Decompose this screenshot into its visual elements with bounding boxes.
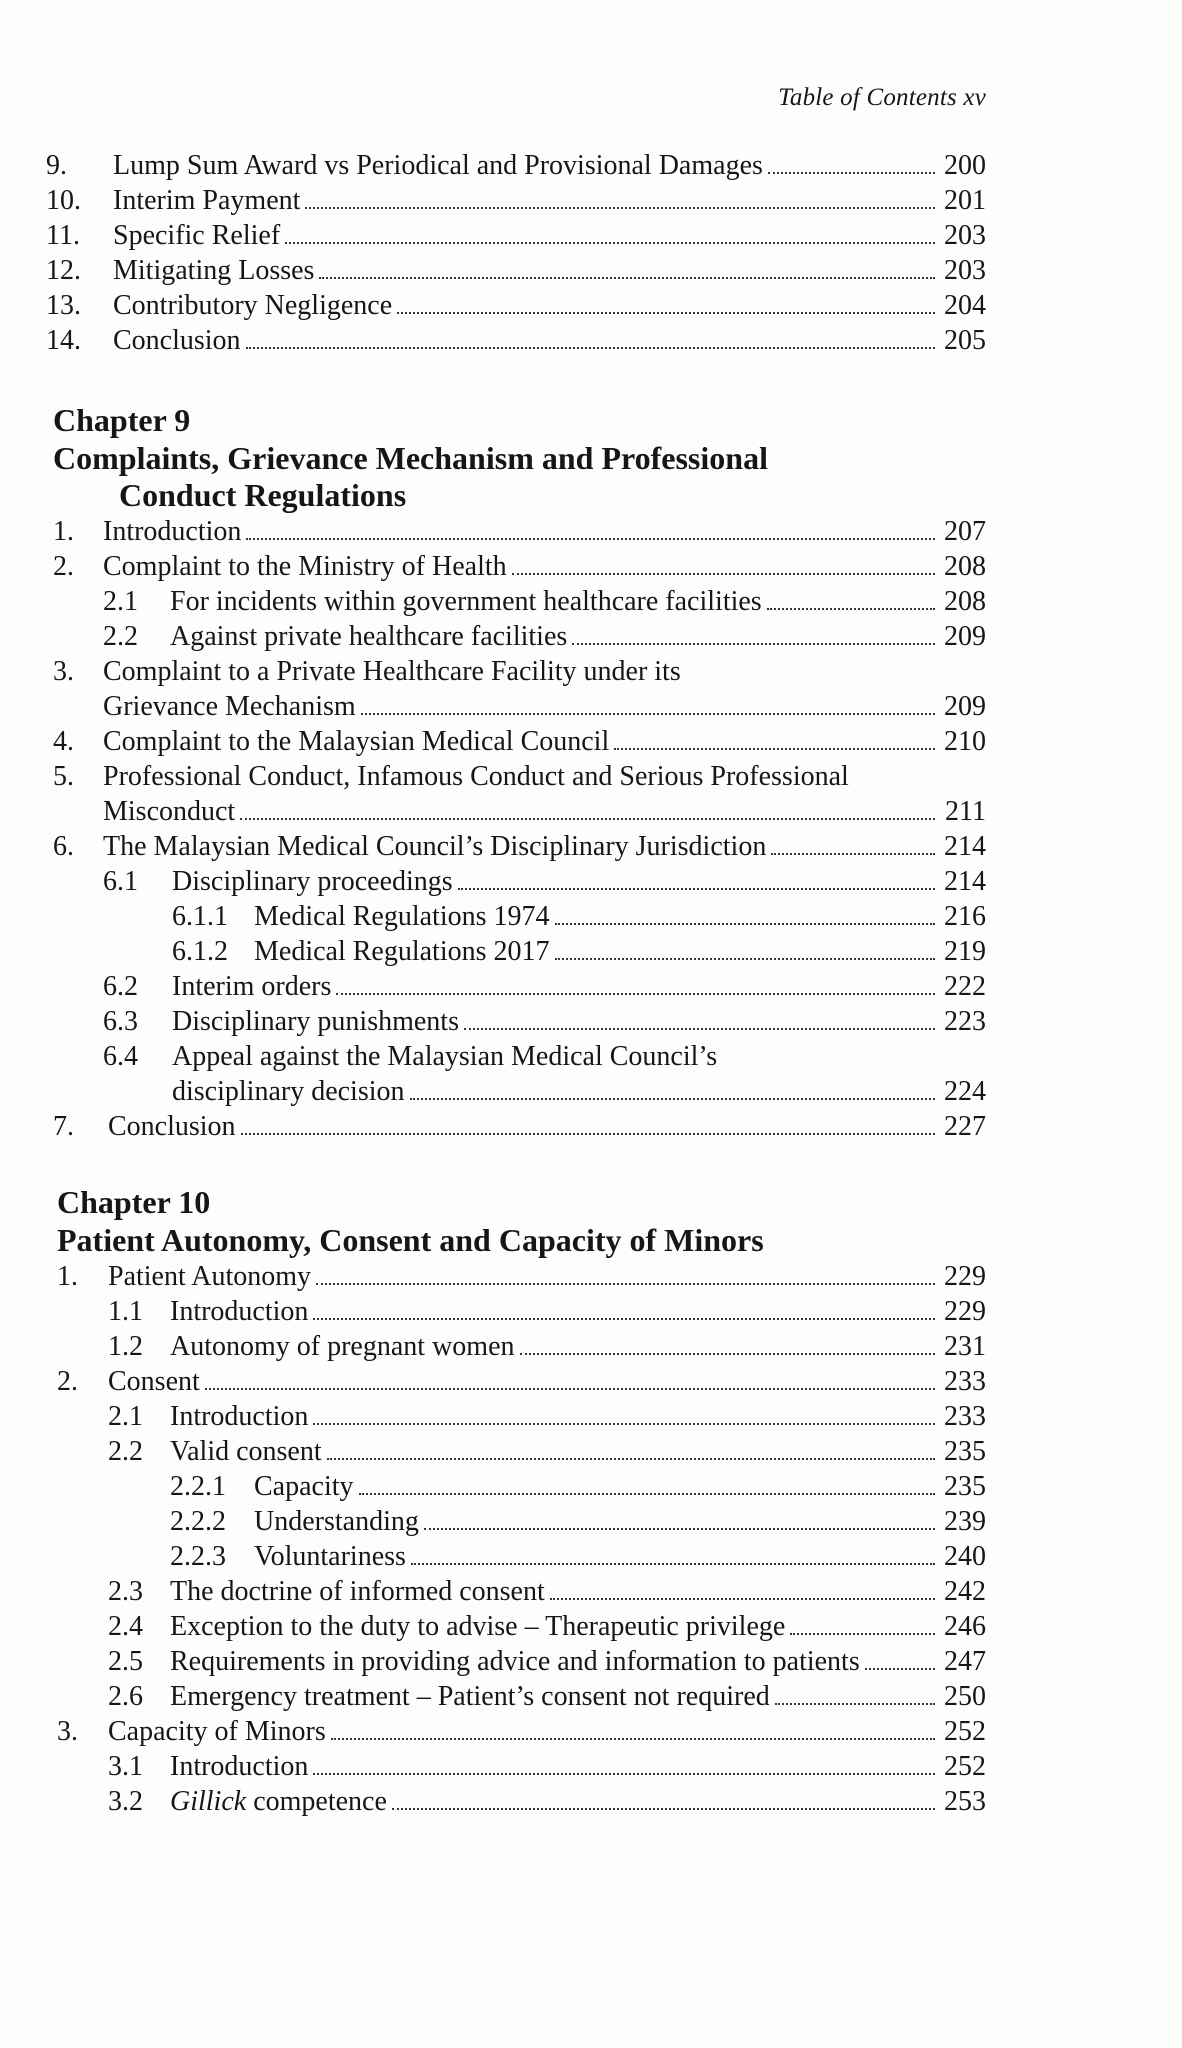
- toc-entry[interactable]: [172, 899, 986, 935]
- dot-leader: [313, 1399, 935, 1425]
- toc-entry-number: 5.: [53, 761, 74, 792]
- toc-entry-title-line1: Professional Conduct, Infamous Conduct and Serious Professional: [103, 761, 849, 792]
- toc-entry-page-number: 204: [944, 290, 986, 321]
- toc-entry-title: Voluntariness: [254, 1541, 406, 1572]
- toc-entry-page-number: 209: [944, 691, 986, 722]
- toc-entry-number: 6.: [53, 831, 74, 862]
- dot-leader: [771, 829, 935, 855]
- toc-entry-title: The Malaysian Medical Council’s Disciplinary Jurisdiction: [103, 831, 767, 862]
- toc-entry-number: 2.: [57, 1366, 78, 1397]
- toc-entry[interactable]: [108, 1434, 986, 1470]
- dot-leader: [410, 1074, 935, 1100]
- toc-entry-number: 13.: [46, 290, 81, 321]
- toc-entry-number: 1.1: [108, 1296, 143, 1327]
- toc-entry[interactable]: [57, 1714, 986, 1750]
- dot-leader: [555, 899, 935, 925]
- toc-entry-page-number: 203: [944, 220, 986, 251]
- toc-entry-title: Mitigating Losses: [113, 255, 315, 286]
- toc-entry[interactable]: [53, 1109, 986, 1145]
- toc-entry-number: 2.: [53, 551, 74, 582]
- toc-entry-title: Interim orders: [172, 971, 332, 1002]
- toc-entry[interactable]: [108, 1784, 986, 1820]
- toc-entry-page-number: 203: [944, 255, 986, 286]
- toc-entry[interactable]: [53, 689, 986, 725]
- dot-leader: [512, 549, 935, 575]
- toc-entry-number: 2.1: [108, 1401, 143, 1432]
- toc-entry[interactable]: [103, 864, 986, 900]
- dot-leader: [359, 1469, 935, 1495]
- toc-entry-number: 2.1: [103, 586, 138, 617]
- toc-entry-number: 2.2: [103, 621, 138, 652]
- toc-entry[interactable]: [170, 1504, 986, 1540]
- toc-entry-page-number: 207: [944, 516, 986, 547]
- toc-entry-page-number: 229: [944, 1296, 986, 1327]
- dot-leader: [464, 1004, 935, 1030]
- toc-entry-number: 3.1: [108, 1751, 143, 1782]
- toc-entry-title: Capacity of Minors: [108, 1716, 326, 1747]
- toc-entry-title: Emergency treatment – Patient’s consent not required: [170, 1681, 770, 1712]
- toc-entry-number: 6.3: [103, 1006, 138, 1037]
- toc-entry-title: disciplinary decision: [172, 1076, 405, 1107]
- toc-entry[interactable]: [57, 1364, 986, 1400]
- toc-entry[interactable]: [108, 1294, 986, 1330]
- toc-entry-number: 11.: [46, 220, 80, 251]
- toc-entry[interactable]: [103, 1074, 986, 1110]
- toc-entry-title-italic: Gillick: [170, 1786, 247, 1817]
- toc-entry-page-number: 233: [944, 1401, 986, 1432]
- toc-entry[interactable]: [53, 829, 986, 865]
- dot-leader: [313, 1294, 935, 1320]
- toc-entry-number: 10.: [46, 185, 81, 216]
- toc-entry[interactable]: [57, 1259, 986, 1295]
- dot-leader: [790, 1609, 935, 1635]
- dot-leader: [411, 1539, 935, 1565]
- toc-entry-number: 2.6: [108, 1681, 143, 1712]
- toc-entry-title: Requirements in providing advice and information to patients: [170, 1646, 860, 1677]
- toc-entry-title: For incidents within government healthcare facilities: [170, 586, 762, 617]
- toc-entry-page-number: 233: [944, 1366, 986, 1397]
- chapter-10-title-line1: Patient Autonomy, Consent and Capacity of Minors: [57, 1222, 764, 1258]
- dot-leader: [205, 1364, 935, 1390]
- toc-entry[interactable]: [108, 1329, 986, 1365]
- dot-leader: [240, 794, 935, 820]
- toc-entry-page-number: 224: [944, 1076, 986, 1107]
- toc-entry-page-number: 252: [944, 1716, 986, 1747]
- toc-entry-title: Complaint to the Ministry of Health: [103, 551, 507, 582]
- dot-leader: [397, 288, 935, 314]
- toc-entry-number: 2.3: [108, 1576, 143, 1607]
- dot-leader: [550, 1574, 935, 1600]
- toc-entry-title: Specific Relief: [113, 220, 281, 251]
- dot-leader: [316, 1259, 935, 1285]
- toc-entry-title: Lump Sum Award vs Periodical and Provisional Damages: [113, 150, 763, 181]
- dot-leader: [767, 584, 935, 610]
- dot-leader: [336, 969, 935, 995]
- toc-entry-page-number: 252: [944, 1751, 986, 1782]
- toc-entry-title: Disciplinary punishments: [172, 1006, 459, 1037]
- dot-leader: [614, 724, 935, 750]
- toc-entry[interactable]: [103, 584, 986, 620]
- dot-leader: [775, 1679, 935, 1705]
- toc-entry-page-number: 250: [944, 1681, 986, 1712]
- toc-entry-title: Contributory Negligence: [113, 290, 393, 321]
- toc-entry-title: Introduction: [170, 1751, 309, 1782]
- toc-entry-title-line1: Appeal against the Malaysian Medical Council’s: [172, 1041, 718, 1072]
- toc-entry-page-number: 239: [944, 1506, 986, 1537]
- toc-entry-page-number: 247: [944, 1646, 986, 1677]
- toc-entry-number: 6.1.1: [172, 901, 228, 932]
- toc-entry[interactable]: [108, 1574, 986, 1610]
- toc-entry-title: Valid consent: [170, 1436, 322, 1467]
- toc-entry-number: 3.: [57, 1716, 78, 1747]
- toc-entry-title: Medical Regulations 1974: [254, 901, 550, 932]
- toc-entry-title: Patient Autonomy: [108, 1261, 311, 1292]
- toc-entry-page-number: 211: [945, 796, 986, 827]
- toc-entry-number: 2.5: [108, 1646, 143, 1677]
- toc-entry-number: 12.: [46, 255, 81, 286]
- toc-entry[interactable]: [46, 288, 986, 324]
- toc-entry-number: 1.: [53, 516, 74, 547]
- toc-entry-title: Capacity: [254, 1471, 354, 1502]
- toc-entry-number: 2.2.2: [170, 1506, 226, 1537]
- toc-entry[interactable]: [170, 1469, 986, 1505]
- toc-entry-number: 3.: [53, 656, 74, 687]
- toc-entry-number: 14.: [46, 325, 81, 356]
- toc-entry-title: Introduction: [170, 1401, 309, 1432]
- toc-entry-title: Understanding: [254, 1506, 419, 1537]
- toc-entry-title: Conclusion: [113, 325, 241, 356]
- toc-entry-page-number: 200: [944, 150, 986, 181]
- toc-entry-page-number: 208: [944, 551, 986, 582]
- toc-entry-number: 2.2.1: [170, 1471, 226, 1502]
- toc-entry-number: 2.2: [108, 1436, 143, 1467]
- dot-leader: [555, 934, 935, 960]
- toc-entry-title: Interim Payment: [113, 185, 301, 216]
- toc-entry-page-number: 208: [944, 586, 986, 617]
- toc-entry-number: 3.2: [108, 1786, 143, 1817]
- toc-entry-title-rest: competence: [246, 1786, 387, 1817]
- chapter-9-title-line1: Complaints, Grievance Mechanism and Professional: [53, 440, 768, 476]
- toc-entry-number: 1.: [57, 1261, 78, 1292]
- toc-entry[interactable]: [46, 253, 986, 289]
- toc-entry[interactable]: [108, 1679, 986, 1715]
- toc-entry[interactable]: [53, 794, 986, 830]
- toc-entry[interactable]: [53, 724, 986, 760]
- dot-leader: [865, 1644, 935, 1670]
- toc-entry-title: The doctrine of informed consent: [170, 1576, 545, 1607]
- toc-entry-page-number: 223: [944, 1006, 986, 1037]
- chapter-9-title-line2: Conduct Regulations: [119, 477, 407, 513]
- toc-entry[interactable]: [103, 969, 986, 1005]
- toc-entry-number: 6.1: [103, 866, 138, 897]
- toc-entry-page-number: 231: [944, 1331, 986, 1362]
- toc-entry[interactable]: [53, 549, 986, 585]
- toc-entry-page-number: 235: [944, 1471, 986, 1502]
- toc-entry-title: Conclusion: [108, 1111, 236, 1142]
- chapter-10-label: Chapter 10: [57, 1184, 211, 1220]
- toc-entry-title: Disciplinary proceedings: [172, 866, 453, 897]
- dot-leader: [241, 1109, 935, 1135]
- toc-entry-title: [170, 1784, 387, 1820]
- toc-entry-page-number: 242: [944, 1576, 986, 1607]
- dot-leader: [285, 218, 935, 244]
- toc-entry[interactable]: [108, 1609, 986, 1645]
- toc-entry-title: Misconduct: [103, 796, 236, 827]
- toc-entry[interactable]: [108, 1749, 986, 1785]
- toc-entry-number: 6.1.2: [172, 936, 228, 967]
- dot-leader: [768, 148, 935, 174]
- toc-entry[interactable]: [46, 183, 986, 219]
- toc-entry-number: 2.2.3: [170, 1541, 226, 1572]
- toc-entry-title: Medical Regulations 2017: [254, 936, 550, 967]
- toc-entry-title: Complaint to the Malaysian Medical Council: [103, 726, 610, 757]
- chapter-9-label: Chapter 9: [53, 402, 191, 438]
- toc-entry[interactable]: [172, 934, 986, 970]
- toc-entry-title: Exception to the duty to advise – Therapeutic privilege: [170, 1611, 786, 1642]
- toc-entry-page-number: 229: [944, 1261, 986, 1292]
- dot-leader: [424, 1504, 935, 1530]
- dot-leader: [319, 253, 935, 279]
- toc-entry[interactable]: [103, 1004, 986, 1040]
- toc-entry-number: 9.: [46, 150, 67, 181]
- dot-leader: [331, 1714, 935, 1740]
- toc-entry-title: Introduction: [170, 1296, 309, 1327]
- toc-entry-title: Autonomy of pregnant women: [170, 1331, 515, 1362]
- toc-entry[interactable]: [53, 514, 986, 550]
- dot-leader: [392, 1784, 935, 1810]
- toc-entry[interactable]: [46, 323, 986, 359]
- dot-leader: [327, 1434, 935, 1460]
- toc-entry[interactable]: [108, 1399, 986, 1435]
- toc-entry-page-number: 201: [944, 185, 986, 216]
- dot-leader: [313, 1749, 935, 1775]
- toc-entry-page-number: 209: [944, 621, 986, 652]
- toc-entry-title-line1: Complaint to a Private Healthcare Facility under its: [103, 656, 681, 687]
- toc-entry-page-number: 246: [944, 1611, 986, 1642]
- toc-entry-page-number: 214: [944, 866, 986, 897]
- toc-entry-number: 1.2: [108, 1331, 143, 1362]
- toc-entry[interactable]: [103, 619, 986, 655]
- toc-entry[interactable]: [46, 218, 986, 254]
- toc-entry-page-number: 227: [944, 1111, 986, 1142]
- toc-entry-number: 4.: [53, 726, 74, 757]
- toc-entry-page-number: 210: [944, 726, 986, 757]
- toc-entry-title: Introduction: [103, 516, 242, 547]
- toc-entry-title: Grievance Mechanism: [103, 691, 356, 722]
- toc-entry-page-number: 219: [944, 936, 986, 967]
- dot-leader: [361, 689, 935, 715]
- toc-entry-number: 7.: [53, 1111, 74, 1142]
- toc-entry-title: Against private healthcare facilities: [170, 621, 568, 652]
- toc-entry-page-number: 205: [944, 325, 986, 356]
- toc-entry-page-number: 235: [944, 1436, 986, 1467]
- running-head: Table of Contents xv: [778, 84, 986, 111]
- toc-entry-page-number: 253: [944, 1786, 986, 1817]
- toc-entry-number: 6.2: [103, 971, 138, 1002]
- toc-entry-number: 6.4: [103, 1041, 138, 1072]
- toc-entry-page-number: 240: [944, 1541, 986, 1572]
- toc-entry[interactable]: [46, 148, 986, 184]
- toc-entry-title: Consent: [108, 1366, 200, 1397]
- toc-entry-page-number: 216: [944, 901, 986, 932]
- toc-entry-page-number: 222: [944, 971, 986, 1002]
- dot-leader: [520, 1329, 936, 1355]
- toc-entry-page-number: 214: [944, 831, 986, 862]
- toc-entry[interactable]: [108, 1644, 986, 1680]
- dot-leader: [246, 323, 935, 349]
- toc-entry[interactable]: [170, 1539, 986, 1575]
- dot-leader: [458, 864, 935, 890]
- dot-leader: [572, 619, 935, 645]
- dot-leader: [246, 514, 935, 540]
- dot-leader: [305, 183, 935, 209]
- toc-entry-number: 2.4: [108, 1611, 143, 1642]
